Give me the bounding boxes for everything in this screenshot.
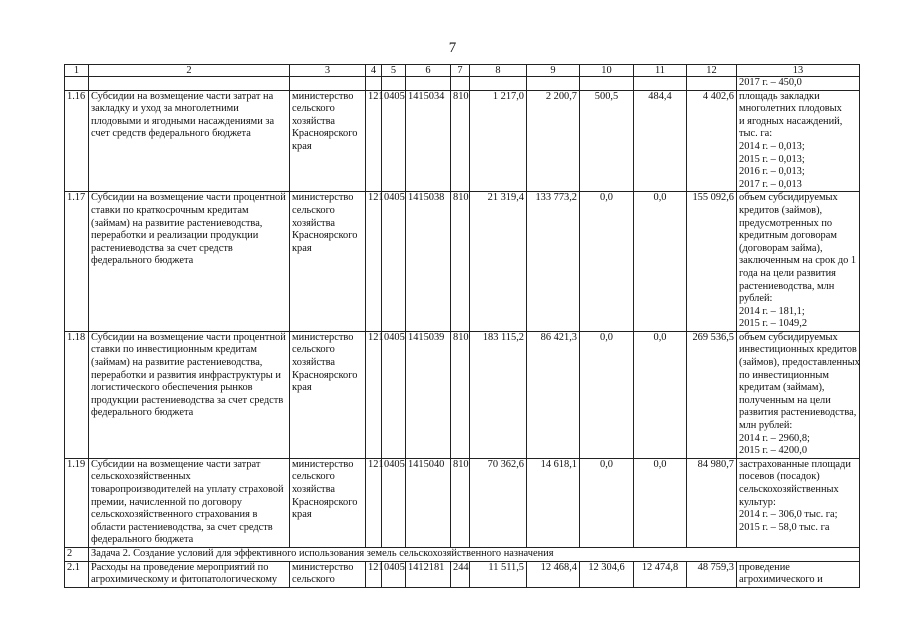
grbs-code: 121: [366, 90, 382, 192]
grbs-code: 121: [366, 561, 382, 587]
result-line: (договорам займа),: [739, 242, 823, 254]
column-header: 13: [737, 65, 860, 77]
result-line: сельскохозяйственных: [739, 484, 839, 495]
result-line: площадь закладки: [739, 90, 820, 102]
empty-cell: [89, 77, 290, 91]
value-2014: 70 362,6: [470, 458, 527, 547]
empty-cell: [406, 77, 451, 91]
executor: министерство сельского хозяйства Красноярского края: [290, 90, 366, 192]
measure-name: Расходы на проведение мероприятий по агрохимическому и фитопатологическому: [89, 561, 290, 587]
result-line: (займов), предоставленных: [739, 357, 860, 369]
value-2017: 0,0: [634, 192, 687, 332]
result-line: застрахованные площади: [739, 458, 851, 470]
rzpr-code: 0405: [382, 331, 406, 458]
empty-cell: [470, 77, 527, 91]
value-total: 155 092,6: [687, 192, 737, 332]
result-line: 2014 г. – 181,1;: [739, 305, 805, 317]
result-line: 2014 г. – 0,013;: [739, 140, 805, 152]
result-line: предусмотренных по: [739, 217, 833, 229]
expected-result: [737, 192, 860, 332]
table-row: [65, 90, 860, 192]
value-2015: 2 200,7: [527, 90, 580, 192]
result-line: проведение: [739, 561, 790, 573]
value-2016: 12 304,6: [580, 561, 634, 587]
rzpr-code: 0405: [382, 561, 406, 587]
column-header: 12: [687, 65, 737, 77]
result-line: 2014 г. – 2960,8;: [739, 432, 810, 444]
result-line: заключенным на срок до 1: [739, 255, 857, 267]
value-2014: 183 115,2: [470, 331, 527, 458]
continuation-text: 2017 г. – 450,0: [737, 77, 860, 91]
empty-cell: [634, 77, 687, 91]
task-number: 2: [65, 547, 89, 561]
row-number: 1.18: [65, 331, 89, 458]
vr-code: 810: [451, 331, 470, 458]
result-line: посевов (посадок): [739, 471, 820, 483]
empty-cell: [527, 77, 580, 91]
vr-code: 810: [451, 90, 470, 192]
expected-result: [737, 331, 860, 458]
result-line: растениеводства, млн: [739, 280, 835, 292]
value-2015: 86 421,3: [527, 331, 580, 458]
grbs-code: 121: [366, 458, 382, 547]
value-2017: 0,0: [634, 331, 687, 458]
rzpr-code: 0405: [382, 458, 406, 547]
measure-name: Субсидии на возмещение части затрат на закладку и уход за многолетними плодовыми и ягодными насаждениями за счет средств федерального бюджета: [89, 90, 290, 192]
executor: министерство сельского хозяйства Красноярского края: [290, 458, 366, 547]
result-line: млн рублей:: [739, 420, 793, 432]
continuation-row: [65, 77, 860, 91]
column-header: 10: [580, 65, 634, 77]
csr-code: 1412181: [406, 561, 451, 587]
value-2016: 0,0: [580, 192, 634, 332]
column-header: 2: [89, 65, 290, 77]
table-row: [65, 192, 860, 332]
result-line: и ягодных насаждений,: [739, 115, 843, 127]
empty-cell: [290, 77, 366, 91]
result-line: 2016 г. – 0,013;: [739, 166, 805, 178]
value-total: 84 980,7: [687, 458, 737, 547]
result-line: развития растениеводства,: [739, 407, 857, 419]
task-row: [65, 547, 860, 561]
column-header: 11: [634, 65, 687, 77]
result-line: 2015 г. – 4200,0: [739, 445, 808, 457]
row-number: 1.19: [65, 458, 89, 547]
column-header: 9: [527, 65, 580, 77]
rzpr-code: 0405: [382, 192, 406, 332]
empty-cell: [366, 77, 382, 91]
result-line: кредитным договорам: [739, 230, 837, 242]
column-header: 1: [65, 65, 89, 77]
rzpr-code: 0405: [382, 90, 406, 192]
vr-code: 244: [451, 561, 470, 587]
empty-cell: [687, 77, 737, 91]
vr-code: 810: [451, 192, 470, 332]
value-2015: 133 773,2: [527, 192, 580, 332]
result-line: 2015 г. – 58,0 тыс. га: [739, 521, 830, 533]
column-header: 3: [290, 65, 366, 77]
value-total: 4 402,6: [687, 90, 737, 192]
result-line: инвестиционных кредитов: [739, 344, 857, 356]
result-line: рублей:: [739, 293, 773, 305]
value-2014: 21 319,4: [470, 192, 527, 332]
grbs-code: 121: [366, 192, 382, 332]
vr-code: 810: [451, 458, 470, 547]
result-line: полученным на цели: [739, 394, 831, 406]
measure-name: Субсидии на возмещение части затрат сельскохозяйственных товаропроизводителей на уплату страховой премии, начисленной по договору сельскохозяйственного страхования в области растениеводства, за счет средств федерального бюджета: [89, 458, 290, 547]
column-header: 8: [470, 65, 527, 77]
column-header: 6: [406, 65, 451, 77]
page-number: 7: [448, 40, 457, 56]
value-total: 48 759,3: [687, 561, 737, 587]
value-2015: 12 468,4: [527, 561, 580, 587]
result-line: по инвестиционным: [739, 369, 829, 381]
expected-result: [737, 458, 860, 547]
column-header: 5: [382, 65, 406, 77]
row-number: 1.17: [65, 192, 89, 332]
value-2017: 0,0: [634, 458, 687, 547]
result-line: 2017 г. – 0,013: [739, 178, 802, 190]
value-2016: 0,0: [580, 331, 634, 458]
result-line: кредитам (займам),: [739, 382, 825, 394]
result-line: кредитов (займов),: [739, 204, 823, 216]
value-2016: 0,0: [580, 458, 634, 547]
value-total: 269 536,5: [687, 331, 737, 458]
result-line: 2015 г. – 1049,2: [739, 318, 808, 330]
grbs-code: 121: [366, 331, 382, 458]
empty-cell: [451, 77, 470, 91]
csr-code: 1415034: [406, 90, 451, 192]
measure-name: Субсидии на возмещение части процентной ставки по краткосрочным кредитам (займам) на развитие растениеводства, переработки и реализации продукции растениеводства за счет средств федерального бюджета: [89, 192, 290, 332]
value-2017: 484,4: [634, 90, 687, 192]
table-row: [65, 331, 860, 458]
row-number: 1.16: [65, 90, 89, 192]
result-line: агрохимического и: [739, 574, 823, 586]
result-line: года на цели развития: [739, 267, 836, 279]
result-line: тыс. га:: [739, 128, 773, 140]
executor: министерство сельского: [290, 561, 366, 587]
row-number: 2.1: [65, 561, 89, 587]
table-row: [65, 561, 860, 587]
value-2014: 11 511,5: [470, 561, 527, 587]
value-2016: 500,5: [580, 90, 634, 192]
column-header: 4: [366, 65, 382, 77]
program-table: [64, 64, 860, 588]
empty-cell: [580, 77, 634, 91]
expected-result: [737, 90, 860, 192]
result-line: 2015 г. – 0,013;: [739, 153, 805, 165]
executor: министерство сельского хозяйства Красноярского края: [290, 331, 366, 458]
task-title: Задача 2. Создание условий для эффективного использования земель сельскохозяйственного назначения: [89, 547, 860, 561]
value-2017: 12 474,8: [634, 561, 687, 587]
result-line: 2014 г. – 306,0 тыс. га;: [739, 509, 838, 521]
measure-name: Субсидии на возмещение части процентной ставки по инвестиционным кредитам (займам) на развитие растениеводства, переработки и развития инфраструктуры и логистического обеспечения рынков продукции растениеводства за счет средств федерального бюджета: [89, 331, 290, 458]
executor: министерство сельского хозяйства Красноярского края: [290, 192, 366, 332]
column-header-row: [65, 65, 860, 77]
result-line: культур:: [739, 496, 776, 508]
csr-code: 1415039: [406, 331, 451, 458]
empty-cell: [382, 77, 406, 91]
result-line: объем субсидируемых: [739, 192, 838, 204]
value-2015: 14 618,1: [527, 458, 580, 547]
csr-code: 1415038: [406, 192, 451, 332]
result-line: многолетних плодовых: [739, 103, 842, 115]
empty-cell: [65, 77, 89, 91]
table-row: [65, 458, 860, 547]
value-2014: 1 217,0: [470, 90, 527, 192]
column-header: 7: [451, 65, 470, 77]
expected-result: [737, 561, 860, 587]
csr-code: 1415040: [406, 458, 451, 547]
result-line: объем субсидируемых: [739, 331, 838, 343]
